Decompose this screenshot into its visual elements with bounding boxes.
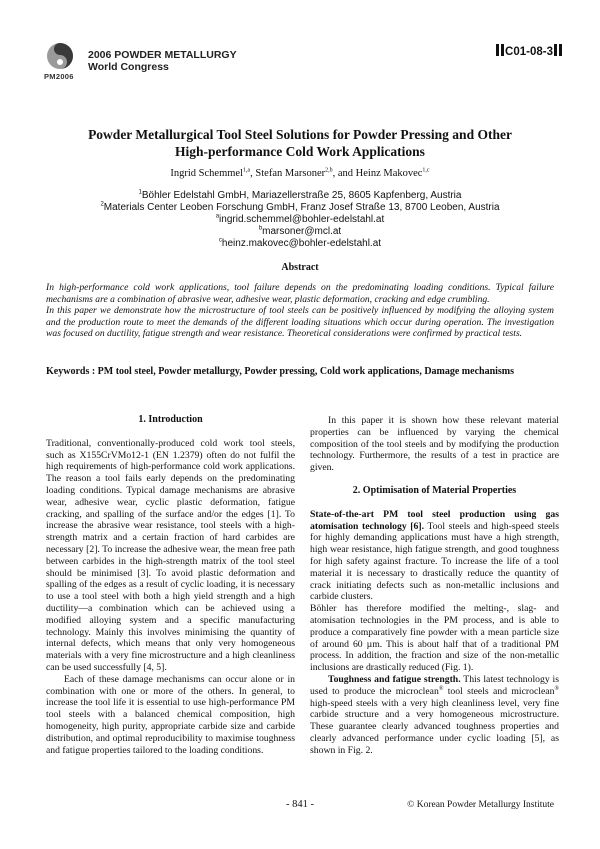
author-name: Stefan Marsoner [255, 168, 326, 179]
section-heading: 2. Optimisation of Material Properties [352, 484, 517, 496]
author-sup: 1,a [243, 167, 251, 174]
copyright: © Korean Powder Metallurgy Institute [407, 800, 554, 810]
paper-code-text: C01-08-3 [505, 46, 553, 58]
registered-mark: ® [554, 685, 559, 692]
body-paragraph [310, 509, 559, 603]
abstract-heading: Abstract [281, 262, 319, 273]
body-paragraph: Each of these damage mechanisms can occur alone or in combination with one or more of the others. In general, to increase the tool life it is essential to use high-performance PM tool steels with a balanced chemical composition, high homogeneity, high purity, appropriate carbide size and carbide distribution, and optimal reproducibility to maximise toughness and fatigue properties tailored to the loading conditions. [46, 673, 295, 756]
paragraph-text: high-speed steels with a very high cleanliness level, very fine carbide structure and a very homogeneous microstructure. These guarantee clearly advanced toughness properties and clearly advanced performance under cyclic loading [5], as shown in Fig. 2. [310, 697, 559, 756]
author-list [40, 168, 560, 179]
keywords: Keywords : PM tool steel, Powder metallurgy, Powder pressing, Cold work applications, Damage mechanisms [46, 366, 515, 377]
paragraph-text: Tool steels and high-speed steels for highly demanding applications must have a high strength, high wear resistance, high fatigue strength, and good toughness for high safety against fracture. To increase the life of a tool material it is necessary to drastically reduce the quantity of crack initiating defects such as non-metallic inclusions and carbide clusters. [310, 520, 560, 603]
abstract-paragraph: In high-performance cold work applications, tool failure depends on the predominating loading conditions. Typical failure mechanisms are a combination of abrasive wear, adhesive wear, plastic deformation, cracking and edge crumbling. [46, 282, 554, 305]
affiliation-line [40, 238, 560, 250]
paper-title [40, 126, 560, 160]
body-paragraph: Traditional, conventionally-produced cold work tool steels, such as X155CrVMo12-1 (EN 1.2379) often do not fulfil the high requirements of high-performance cold work applications. The reason a tool fails early depends on the predominating loading conditions. Typical damage mechanisms are abrasive wear, adhesive wear, cyclic plastic deformation, fatigue cracking, and spalling of the surface and/or the edges [1]. To increase the abrasive wear resistance, tool steels with a high-strength matrix and a certain fraction of hard carbides are necessary [2]. To increase the adhesive wear, the mean free path between carbides in the high-strength matrix of the tool steel should be minimised [3]. To avoid plastic deformation and spalling of the edges as a result of cyclic loading, it is necessary to use a tool steel with both a high yield strength and a high ductility—a combination which can be achieved using a modified alloying system and a specific manufacturing technology. Mainly this involves minimising the quantity of internal defects, which means that only very homogeneous materials with a very fine microstructure and a high cleanliness can be used successfully [4, 5]. [46, 437, 295, 673]
abstract-paragraph: In this paper we demonstrate how the microstructure of tool steels can be positively influenced by modifying the alloying system and the production route to meet the demands of the different loading situations which occur during operation. The investigation was focused on ductility, fatigue strength and wear resistance. Theoretical considerations were confirmed by practical tests. [46, 305, 554, 340]
affiliation-sup: 1 [138, 189, 142, 196]
author-separator: , [250, 168, 256, 179]
body-paragraph: Böhler has therefore modified the melting-, slag- and atomisation technologies in the PM process, and is able to produce a comparatively fine powder with a mean particle size of around 60 µm. This is about half that of a traditional PM process. In addition, the fraction and size of the non-metallic inclusions are drastically reduced (Fig. 1). [310, 603, 559, 674]
paragraph-text: This latest technology is used to produce the microclean [310, 673, 559, 697]
affiliation-email: heinz.makovec@bohler-edelstahl.at [221, 238, 382, 249]
affiliation-sup: c [218, 237, 222, 244]
run-in-heading: State-of-the-art PM tool steel production using gas atomisation technology [6]. [310, 508, 559, 532]
run-in-heading: Toughness and fatigue strength. [328, 673, 461, 685]
author-sup: 2,b [325, 167, 333, 174]
affiliation-email: ingrid.schemmel@bohler-edelstahl.at [219, 214, 385, 225]
affiliation-line [40, 190, 560, 202]
author-sup: 1,c [422, 167, 430, 174]
affiliation-text: Materials Center Leoben Forschung GmbH, Franz Josef Straße 13, 8700 Leoben, Austria [103, 202, 500, 213]
right-column [310, 415, 559, 757]
paragraph-text: tool steels and microclean [443, 685, 555, 697]
affiliations [40, 190, 560, 250]
paper-code [495, 44, 563, 58]
title-line2: High-performance Cold Work Applications [175, 144, 425, 159]
author-separator: , and [332, 168, 356, 179]
left-column [46, 414, 295, 756]
author-name: Heinz Makovec [355, 168, 423, 179]
page-number: - 841 - [286, 799, 314, 810]
affiliation-text: Böhler Edelstahl GmbH, Mariazellerstraße 25, 8605 Kapfenberg, Austria [141, 190, 462, 201]
registered-mark: ® [438, 685, 444, 692]
author-name: Ingrid Schemmel [170, 168, 243, 179]
affiliation-line [40, 226, 560, 238]
affiliation-sup: a [215, 213, 220, 220]
affiliation-line [40, 202, 560, 214]
affiliation-line [40, 214, 560, 226]
body-paragraph: In this paper it is shown how these relevant material properties can be influenced by varying the chemical composition of the tool steels and by modifying the production technology. Furthermore, the results of a test in practice are given. [310, 415, 559, 474]
title-line1: Powder Metallurgical Tool Steel Solutions for Powder Pressing and Other [88, 127, 512, 142]
affiliation-sup: 2 [100, 201, 104, 208]
abstract-body [46, 282, 554, 340]
section-heading: 1. Introduction [138, 414, 203, 425]
affiliation-sup: b [258, 225, 263, 232]
body-paragraph [310, 674, 559, 757]
affiliation-email: marsoner@mcl.at [262, 226, 342, 237]
conference-name [88, 49, 237, 73]
conference-line2: World Congress [88, 61, 169, 73]
conference-line1: 2006 POWDER METALLURGY [88, 49, 237, 61]
year-mark: PM2006 [44, 72, 74, 81]
